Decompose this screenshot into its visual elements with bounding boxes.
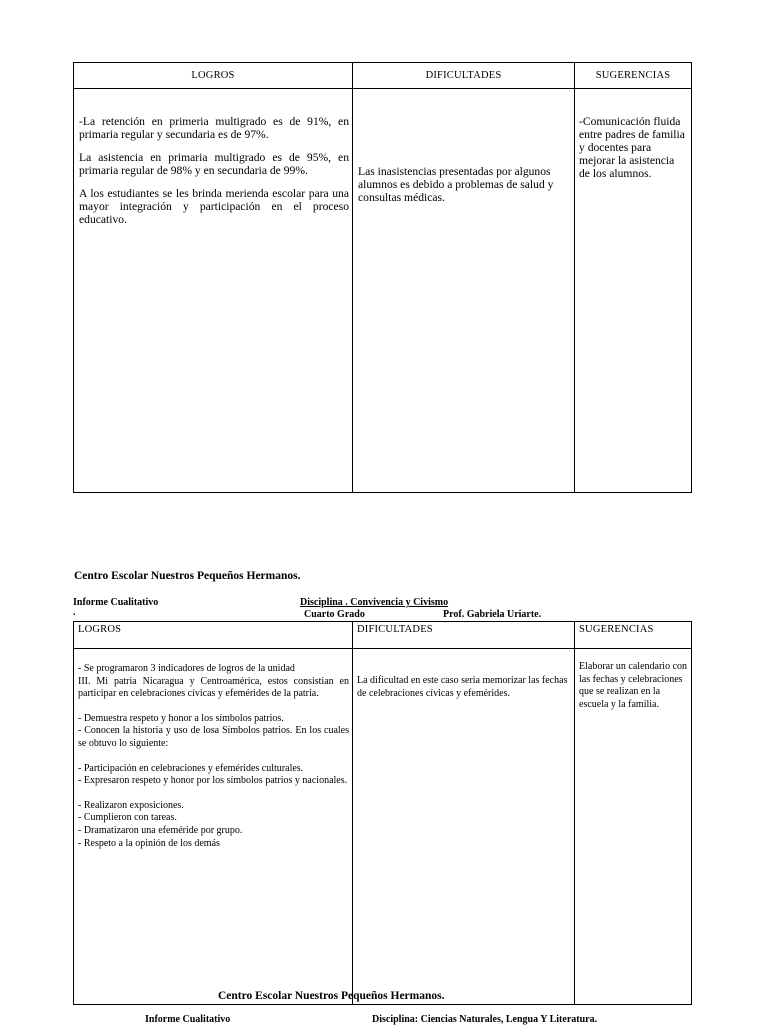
header-logros: LOGROS — [74, 622, 353, 649]
header-dificultades: DIFICULTADES — [353, 622, 575, 649]
logros-group-2 — [78, 763, 349, 788]
list-item: - Cumplieron con tareas. — [78, 812, 177, 824]
teacher-label: Prof. Gabriela Uriarte. — [443, 609, 542, 620]
dificultades-cell — [353, 649, 575, 1005]
report-table-1 — [73, 62, 692, 493]
logros-group-3 — [78, 800, 349, 850]
discipline-label-2: Disciplina: Ciencias Naturales, Lengua Y Literatura. — [372, 1014, 598, 1025]
list-item: - Participación en celebraciones y efemérides culturales. — [78, 762, 304, 774]
list-item: - Realizaron exposiciones. — [78, 799, 184, 811]
header-dificultades: DIFICULTADES — [353, 63, 575, 89]
list-item: - Demuestra respeto y honor a los símbolos patrios. — [78, 712, 284, 724]
sugerencia-text: Elaborar un calendario con las fechas y celebraciones que se realizan en la escuela y la familia. — [579, 661, 688, 710]
dificultad-text: La dificultad en este caso seria memorizar las fechas de celebraciones cívicas y efemérides. — [357, 675, 568, 699]
logros-cell — [74, 89, 353, 493]
logro-unit: III. Mi patria Nicaragua y Centroamérica, estos consistian en participar en celebraciones cívicas y efemérides de la patria. — [78, 675, 349, 700]
table-header-row — [74, 622, 692, 649]
logro-merienda: A los estudiantes se les brinda merienda escolar para una mayor integración y participación en el proceso educativo. — [79, 187, 349, 226]
list-item: - Dramatizaron una efeméride por grupo. — [78, 824, 243, 836]
school-name-2: Centro Escolar Nuestros Pequeños Hermanos. — [218, 990, 445, 1002]
report-type: Informe Cualitativo — [73, 597, 159, 608]
table-row — [74, 649, 692, 1005]
report-type-2: Informe Cualitativo — [145, 1014, 231, 1025]
table-row — [74, 89, 692, 493]
bullet-mark: . — [73, 607, 76, 618]
dificultades-cell — [353, 89, 575, 493]
logros-group-1 — [78, 713, 349, 751]
discipline-label: Disciplina . Convivencia y Civismo — [300, 597, 449, 608]
header-logros: LOGROS — [74, 63, 353, 89]
school-name: Centro Escolar Nuestros Pequeños Hermanos. — [74, 570, 301, 582]
list-item: - Conocen la historia y uso de losa Símbolos patrios. En los cuales se obtuvo lo siguiente: — [78, 725, 349, 749]
sugerencia-text: -Comunicación fluida entre padres de familia y docentes para mejorar la asistencia de los alumnos. — [579, 115, 685, 180]
list-item: - Respeto a la opinión de los demás — [78, 837, 220, 849]
header-sugerencias: SUGERENCIAS — [575, 622, 692, 649]
sugerencias-cell — [575, 649, 692, 1005]
list-item: - Expresaron respeto y honor por los símbolos patrios y nacionales. — [78, 775, 348, 787]
logro-asistencia: La asistencia en primaria multigrado es de 95%, en primaria regular de 98% y en secundaria de 99%. — [79, 151, 349, 177]
dificultad-text: Las inasistencias presentadas por algunos alumnos es debido a problemas de salud y consultas médicas. — [358, 165, 554, 204]
table-header-row — [74, 63, 692, 89]
sugerencias-cell — [575, 89, 692, 493]
logro-intro: - Se programaron 3 indicadores de logros de la unidad — [78, 663, 295, 674]
logros-cell — [74, 649, 353, 1005]
grade-label: Cuarto Grado — [304, 609, 365, 620]
header-sugerencias: SUGERENCIAS — [575, 63, 692, 89]
report-table-2 — [73, 621, 692, 1005]
logro-retencion: -La retención en primeria multigrado es de 91%, en primaria regular y secundaria es de 97%. — [79, 115, 349, 141]
